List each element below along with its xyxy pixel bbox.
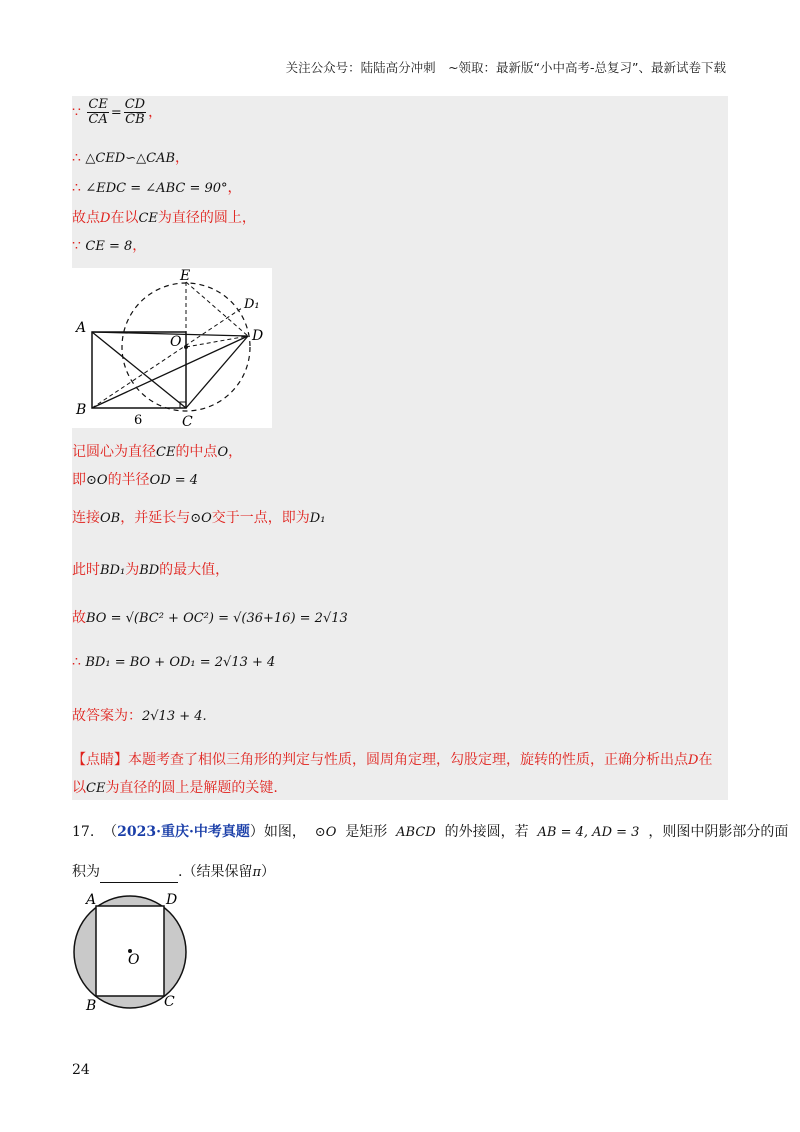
label-o2: O (128, 952, 140, 968)
line-max: 此时BD₁为BD的最大值， (72, 562, 230, 578)
solution-block (72, 96, 728, 800)
center-point-o (184, 345, 188, 349)
line-radius: 即⊙O的半径OD = 4 (72, 472, 199, 488)
label-o: O (170, 334, 182, 350)
label-d: D (252, 328, 264, 344)
answer-blank[interactable] (100, 868, 178, 883)
question-17-line-2: 积为 .（结果保留π） (72, 862, 275, 883)
question-source-link[interactable]: 2023·重庆·中考真题 (117, 824, 250, 840)
comment-line-2: 以CE为直径的圆上是解题的关键. (72, 780, 278, 796)
label-c: C (182, 414, 193, 428)
comment-line-1: 【点睛】本题考查了相似三角形的判定与性质，圆周角定理，勾股定理，旋转的性质，正确分析出点D在 (72, 752, 713, 768)
segment-cd (186, 336, 248, 408)
label-d1: D₁ (244, 297, 260, 312)
segment-ed (186, 282, 248, 336)
label-d2: D (166, 892, 178, 908)
label-a: A (76, 320, 87, 336)
label-b2: B (86, 998, 97, 1014)
line-bo: 故BO = √(BC² + OC²) = √(36+16) = 2√13 (72, 610, 348, 626)
line-ratio: ∵ $\frac{CE}{CA}$ = $\frac{CD}{CB}$ ， (72, 97, 163, 127)
question-17-line-1: 17. （2023·重庆·中考真题）如图， ⊙O 是矩形 ABCD 的外接圆，若 AB = 4, AD = 3 ，则图中阴影部分的面 (72, 824, 789, 840)
geometry-figure-1 (72, 268, 272, 428)
page-header: 关注公众号：陆陆高分冲刺 ~领取：最新版“小中高考-总复习”、最新试卷下载 (285, 60, 726, 75)
line-circle: 故点D在以CE为直径的圆上， (72, 210, 256, 226)
line-similar: ∴ △CED∽△CAB， (72, 150, 190, 166)
line-answer: 故答案为：2√13 + 4. (72, 708, 207, 724)
label-e: E (180, 268, 191, 284)
geometry-figure-2 (68, 888, 192, 1016)
line-center: 记圆心为直径CE的中点O， (72, 444, 243, 460)
line-angle: ∴ ∠EDC = ∠ABC = 90°， (72, 180, 242, 196)
label-c2: C (164, 994, 175, 1010)
label-b: B (76, 402, 87, 418)
segment-od (186, 336, 248, 347)
page-number: 24 (72, 1062, 90, 1078)
label-six: 6 (134, 413, 143, 428)
label-a2: A (86, 892, 97, 908)
line-connect: 连接OB，并延长与⊙O交于一点，即为D₁ (72, 510, 326, 526)
line-ce: ∵ CE = 8， (72, 238, 147, 254)
line-bd1: ∴ BD₁ = BO + OD₁ = 2√13 + 4 (72, 654, 276, 670)
